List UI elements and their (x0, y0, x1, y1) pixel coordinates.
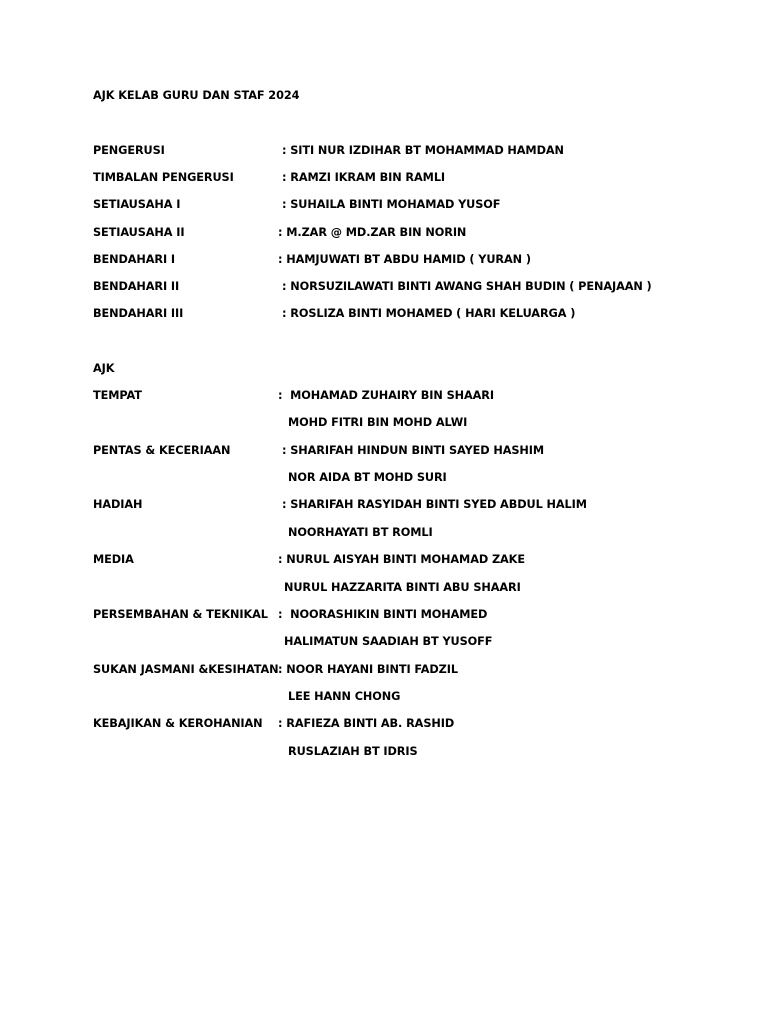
officer-value-timbalan-pengerusi: : RAMZI IKRAM BIN RAMLI (282, 171, 446, 184)
committee-value-media: : NURUL AISYAH BINTI MOHAMAD ZAKE (278, 553, 525, 566)
committee-label-tempat: TEMPAT (93, 389, 142, 402)
officer-label-setiausaha-1: SETIAUSAHA I (93, 198, 181, 211)
committee-second-media: NURUL HAZZARITA BINTI ABU SHAARI (284, 581, 521, 594)
committee-label-media: MEDIA (93, 553, 134, 566)
committee-second-sukan: LEE HANN CHONG (288, 690, 401, 703)
officer-value-bendahari-3: : ROSLIZA BINTI MOHAMED ( HARI KELUARGA ) (282, 307, 576, 320)
officer-label-timbalan-pengerusi: TIMBALAN PENGERUSI (93, 171, 234, 184)
officer-value-setiausaha-2: : M.ZAR @ MD.ZAR BIN NORIN (278, 226, 467, 239)
committee-value-pentas: : SHARIFAH HINDUN BINTI SAYED HASHIM (282, 444, 545, 457)
officer-label-setiausaha-2: SETIAUSAHA II (93, 226, 185, 239)
committee-value-hadiah: : SHARIFAH RASYIDAH BINTI SYED ABDUL HALIM (282, 498, 587, 511)
committee-value-tempat: : MOHAMAD ZUHAIRY BIN SHAARI (278, 389, 494, 402)
committee-label-sukan: SUKAN JASMANI &KESIHATAN (93, 663, 279, 676)
officer-value-bendahari-1: : HAMJUWATI BT ABDU HAMID ( YURAN ) (278, 253, 531, 266)
committee-label-kebajikan: KEBAJIKAN & KEROHANIAN (93, 717, 263, 730)
committee-value-sukan: : NOOR HAYANI BINTI FADZIL (278, 663, 458, 676)
committee-value-kebajikan: : RAFIEZA BINTI AB. RASHID (278, 717, 455, 730)
officer-label-bendahari-2: BENDAHARI II (93, 280, 180, 293)
officer-label-pengerusi: PENGERUSI (93, 144, 165, 157)
committee-label-hadiah: HADIAH (93, 498, 143, 511)
officer-label-bendahari-3: BENDAHARI III (93, 307, 184, 320)
document-title: AJK KELAB GURU DAN STAF 2024 (93, 89, 300, 102)
officer-value-pengerusi: : SITI NUR IZDIHAR BT MOHAMMAD HAMDAN (282, 144, 564, 157)
officer-value-setiausaha-1: : SUHAILA BINTI MOHAMAD YUSOF (282, 198, 501, 211)
committee-second-tempat: MOHD FITRI BIN MOHD ALWI (288, 416, 468, 429)
committee-label-pentas: PENTAS & KECERIAAN (93, 444, 231, 457)
committee-label-persembahan: PERSEMBAHAN & TEKNIKAL (93, 608, 268, 621)
committee-second-hadiah: NOORHAYATI BT ROMLI (288, 526, 433, 539)
committee-second-kebajikan: RUSLAZIAH BT IDRIS (288, 745, 418, 758)
committee-second-persembahan: HALIMATUN SAADIAH BT YUSOFF (284, 635, 493, 648)
officer-label-bendahari-1: BENDAHARI I (93, 253, 176, 266)
ajk-heading: AJK (93, 362, 115, 375)
committee-value-persembahan: : NOORASHIKIN BINTI MOHAMED (278, 608, 488, 621)
committee-second-pentas: NOR AIDA BT MOHD SURI (288, 471, 447, 484)
officer-value-bendahari-2: : NORSUZILAWATI BINTI AWANG SHAH BUDIN ( PENAJAAN ) (282, 280, 652, 293)
